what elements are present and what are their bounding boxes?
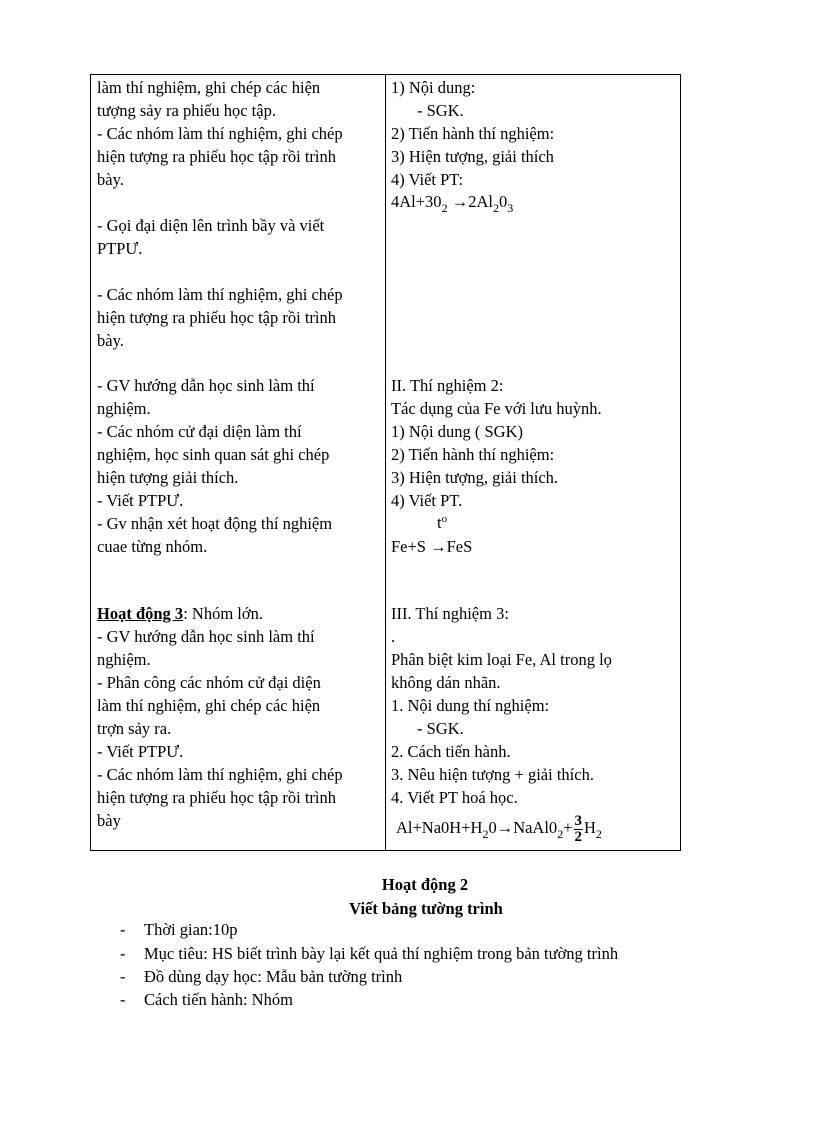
left-line: làm thí nghiệm, ghi chép các hiện xyxy=(97,696,321,715)
eq-part: 4Al+30 xyxy=(391,192,442,211)
right-line: 3) Hiện tượng, giải thích. xyxy=(391,468,559,487)
right-line: 1) Nội dung: xyxy=(391,78,476,97)
left-line: bày xyxy=(97,811,121,830)
right-line: Tác dụng của Fe với lưu huỳnh. xyxy=(391,399,602,418)
activity-3-heading xyxy=(97,604,263,624)
left-line: - Các nhóm cử đại diện làm thí xyxy=(97,422,302,441)
right-line: 2) Tiến hành thí nghiệm: xyxy=(391,445,555,464)
right-line: 2) Tiến hành thí nghiệm: xyxy=(391,124,555,143)
section-title: Hoạt động 2 xyxy=(381,875,469,894)
eq-sup: o xyxy=(441,513,448,525)
bullet-text: Đồ dùng dạy học: Mẫu bản tường trình xyxy=(144,967,403,986)
eq-part: 0→NaAl0 xyxy=(488,818,558,837)
right-line: . xyxy=(391,627,396,646)
left-line: hiện tượng ra phiếu học tập rồi trình xyxy=(97,308,336,327)
eq-sub: 3 xyxy=(507,201,514,215)
eq-part: + xyxy=(563,818,573,837)
section-subtitle: Viết bảng tường trình xyxy=(349,899,503,918)
right-line: - SGK. xyxy=(417,101,464,120)
eq-sub: 2 xyxy=(492,201,499,215)
right-line: 4. Viết PT hoá học. xyxy=(391,788,518,807)
left-line: hiện tượng giải thích. xyxy=(97,468,239,487)
left-line: - Viết PTPƯ. xyxy=(97,742,184,761)
fraction-denominator: 2 xyxy=(574,828,582,845)
eq-part: Al+Na0H+H xyxy=(396,818,483,837)
eq-sub: 2 xyxy=(557,827,564,841)
right-line: III. Thí nghiệm 3: xyxy=(391,604,509,623)
left-line: - Các nhóm làm thí nghiệm, ghi chép xyxy=(97,765,343,784)
right-line: 1) Nội dung ( SGK) xyxy=(391,422,523,441)
right-line: 1. Nội dung thí nghiệm: xyxy=(391,696,550,715)
eq-part: H xyxy=(584,818,596,837)
right-line: không dán nhãn. xyxy=(391,673,501,692)
column-divider xyxy=(385,75,386,850)
right-line: Phân biệt kim loại Fe, Al trong lọ xyxy=(391,650,612,669)
left-line: hiện tượng ra phiếu học tập rồi trình xyxy=(97,147,336,166)
right-line: 4) Viết PT: xyxy=(391,170,464,189)
left-line: - Viết PTPƯ. xyxy=(97,491,184,510)
bullet-text: Thời gian:10p xyxy=(144,920,238,939)
reaction-condition xyxy=(437,513,447,535)
bullet-dash: - xyxy=(120,990,126,1009)
bullet-dash: - xyxy=(120,967,126,986)
equation-al-naoh xyxy=(396,811,602,846)
right-line: 2. Cách tiến hành. xyxy=(391,742,511,761)
activity-3-label: Hoạt động 3 xyxy=(97,604,184,623)
left-line: tượng sảy ra phiếu học tập. xyxy=(97,101,276,120)
bullet-dash: - xyxy=(120,944,126,963)
left-line: bày. xyxy=(97,331,124,350)
eq-part: 0 xyxy=(498,192,508,211)
left-line: hiện tượng ra phiếu học tập rồi trình xyxy=(97,788,336,807)
left-line: - Các nhóm làm thí nghiệm, ghi chép xyxy=(97,285,343,304)
left-line: nghiệm, học sinh quan sát ghi chép xyxy=(97,445,330,464)
left-line: bày. xyxy=(97,170,124,189)
left-line: - Phân công các nhóm cử đại diện xyxy=(97,673,321,692)
left-line: nghiệm. xyxy=(97,399,151,418)
activity-table xyxy=(90,74,681,851)
right-line: 3) Hiện tượng, giải thích xyxy=(391,147,554,166)
bullet-text: Mục tiêu: HS biết trình bày lại kết quả thí nghiệm trong bản tường trình xyxy=(144,944,619,963)
equation-al-o2 xyxy=(391,192,513,213)
left-line: cuae từng nhóm. xyxy=(97,537,208,556)
eq-sub: 2 xyxy=(482,827,489,841)
eq-part: →2Al xyxy=(447,192,493,211)
right-line: II. Thí nghiệm 2: xyxy=(391,376,504,395)
fraction-three-halves xyxy=(574,814,584,845)
right-line: 4) Viết PT. xyxy=(391,491,463,510)
bullet-text: Cách tiến hành: Nhóm xyxy=(144,990,293,1009)
left-line: nghiệm. xyxy=(97,650,151,669)
fraction-numerator: 3 xyxy=(574,812,582,829)
bullet-dash: - xyxy=(120,920,126,939)
eq-sub: 2 xyxy=(441,201,448,215)
eq-part: t xyxy=(437,513,442,532)
right-line: 3. Nêu hiện tượng + giải thích. xyxy=(391,765,594,784)
activity-3-group: : Nhóm lớn. xyxy=(183,604,263,623)
right-line: - SGK. xyxy=(417,719,464,738)
left-line: - GV hướng dẫn học sinh làm thí xyxy=(97,627,315,646)
left-line: - Gv nhận xét hoạt động thí nghiệm xyxy=(97,514,333,533)
left-line: làm thí nghiệm, ghi chép các hiện xyxy=(97,78,321,97)
left-line: - GV hướng dẫn học sinh làm thí xyxy=(97,376,315,395)
equation-fe-s: Fe+S →FeS xyxy=(391,537,473,556)
left-line: PTPƯ. xyxy=(97,239,143,258)
eq-sub: 2 xyxy=(595,827,602,841)
left-line: - Gọi đại diện lên trình bầy và viết xyxy=(97,216,325,235)
left-line: - Các nhóm làm thí nghiệm, ghi chép xyxy=(97,124,343,143)
left-line: trợn sảy ra. xyxy=(97,719,172,738)
